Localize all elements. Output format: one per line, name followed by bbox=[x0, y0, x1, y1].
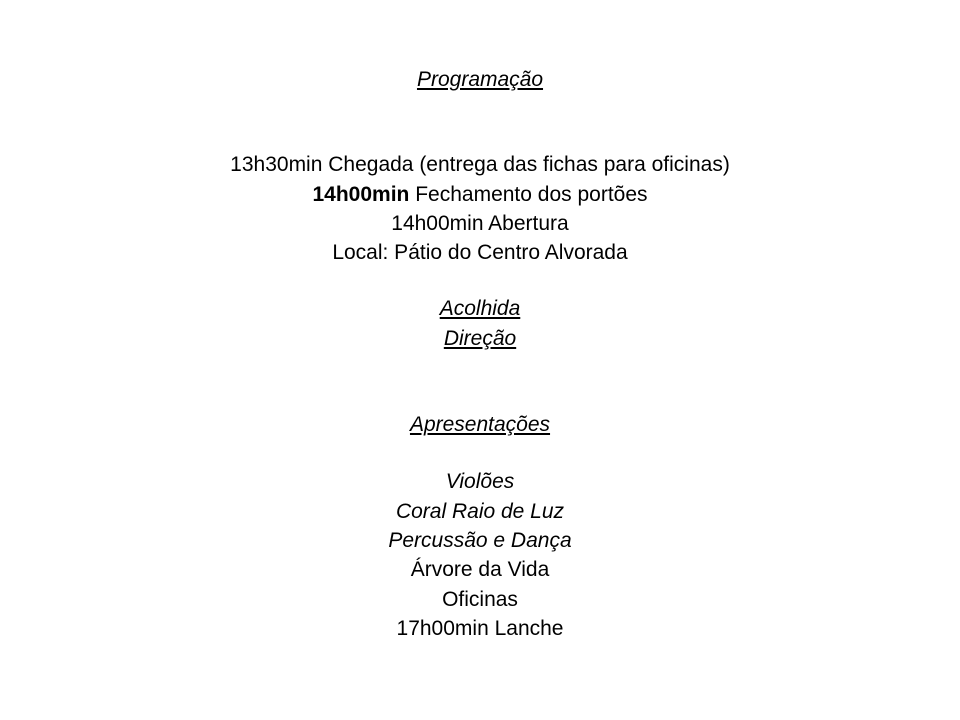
snack-line: 17h00min Lanche bbox=[396, 617, 564, 640]
welcome-by: Direção bbox=[443, 327, 517, 350]
gate-closing-text: Fechamento dos portões bbox=[409, 183, 648, 206]
arrival-line: 13h30min Chegada (entrega das fichas para oficinas) bbox=[230, 153, 730, 176]
workshops-line: Oficinas bbox=[442, 588, 518, 611]
presentation-item: Violões bbox=[445, 470, 515, 493]
opening-line: 14h00min Abertura bbox=[391, 212, 569, 235]
welcome-heading: Acolhida bbox=[439, 297, 521, 320]
gate-closing-time: 14h00min bbox=[312, 183, 410, 206]
gate-closing-line bbox=[0, 180, 960, 210]
presentation-item: Percussão e Dança bbox=[388, 529, 572, 552]
presentations-heading: Apresentações bbox=[409, 413, 551, 436]
location-line: Local: Pátio do Centro Alvorada bbox=[332, 241, 628, 264]
program-title: Programação bbox=[416, 68, 544, 91]
presentation-item: Árvore da Vida bbox=[410, 558, 550, 581]
presentation-item: Coral Raio de Luz bbox=[395, 500, 565, 523]
